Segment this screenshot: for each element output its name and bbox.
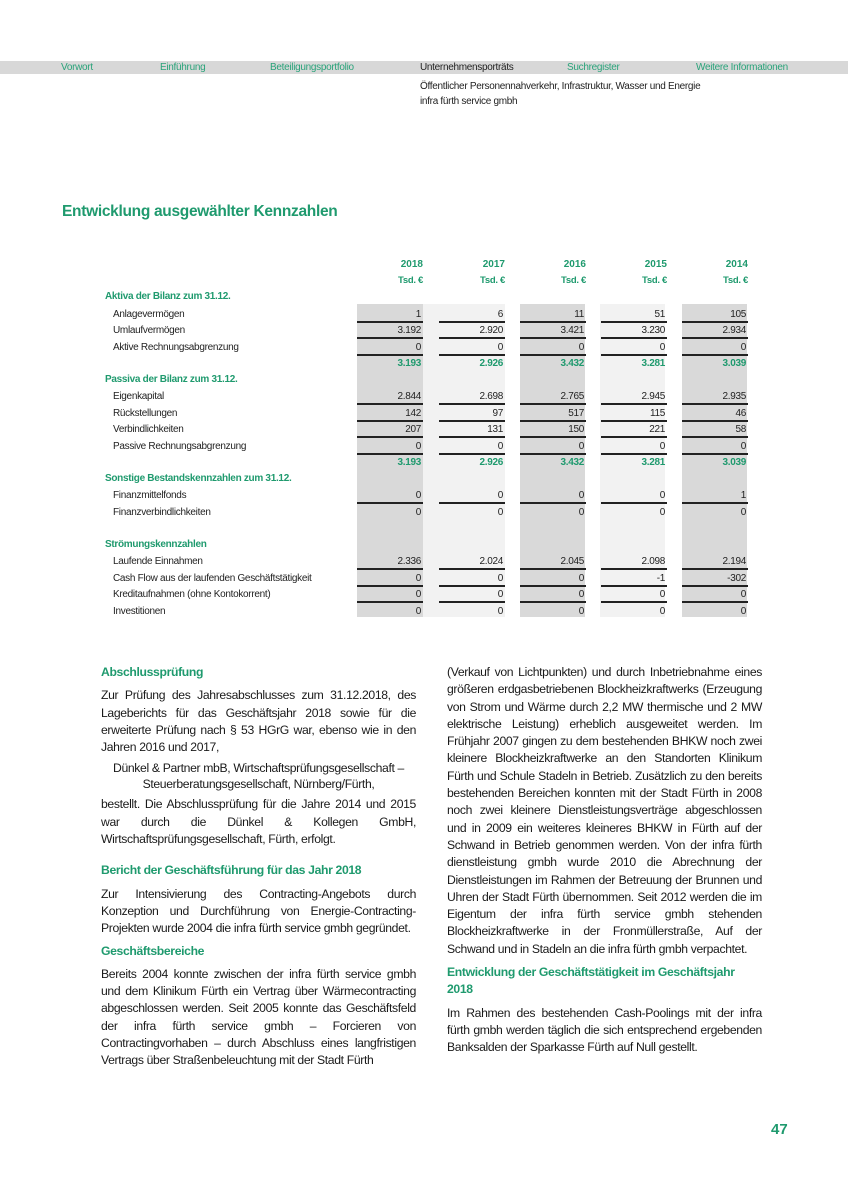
table-total-cell: 3.039 bbox=[722, 457, 746, 468]
table-cell: 0 bbox=[357, 488, 423, 504]
top-navigation-bar bbox=[0, 61, 848, 74]
table-cell: 6 bbox=[439, 307, 505, 323]
row-label: Eigenkapital bbox=[113, 391, 164, 402]
section-heading: Passiva der Bilanz zum 31.12. bbox=[105, 373, 238, 385]
table-total-cell: 3.432 bbox=[560, 358, 584, 369]
table-cell: 517 bbox=[520, 406, 586, 422]
table-cell: 0 bbox=[357, 587, 423, 603]
table-cell: 0 bbox=[520, 340, 586, 356]
year-header: 2015 bbox=[644, 259, 667, 270]
table-total-cell: 3.432 bbox=[560, 457, 584, 468]
table-cell: 0 bbox=[601, 340, 667, 356]
table-cell: 150 bbox=[520, 422, 586, 438]
table-cell: 2.934 bbox=[682, 323, 748, 339]
row-label: Investitionen bbox=[113, 605, 166, 617]
year-header: 2014 bbox=[725, 259, 748, 270]
table-cell: -1 bbox=[601, 571, 667, 587]
table-cell: 11 bbox=[520, 307, 586, 323]
table-cell: 131 bbox=[439, 422, 505, 438]
section-heading: Sonstige Bestandskennzahlen zum 31.12. bbox=[105, 472, 292, 484]
table-cell: 0 bbox=[415, 506, 421, 518]
table-cell: -302 bbox=[682, 571, 748, 587]
table-cell: 2.698 bbox=[439, 389, 505, 405]
table-cell: 207 bbox=[357, 422, 423, 438]
auditor-line-1: Dünkel & Partner mbB, Wirtschaftsprüfungsgesellschaft – bbox=[113, 761, 404, 776]
nav-item-weitere-informationen[interactable]: Weitere Informationen bbox=[696, 62, 788, 73]
table-cell: 0 bbox=[415, 605, 421, 617]
nav-item-vorwort[interactable]: Vorwort bbox=[61, 62, 93, 73]
table-cell: 0 bbox=[578, 506, 584, 518]
audit-heading: Abschlussprüfung bbox=[101, 665, 204, 679]
table-cell: 0 bbox=[439, 587, 505, 603]
row-label: Anlagevermögen bbox=[113, 308, 185, 320]
section-heading: Aktiva der Bilanz zum 31.12. bbox=[105, 291, 231, 302]
table-cell: 2.194 bbox=[682, 554, 748, 570]
unit-header: Tsd. € bbox=[642, 275, 667, 286]
table-cell: 0 bbox=[578, 605, 584, 617]
report-paragraph: Zur Intensivierung des Contracting-Angebots durch Konzeption und Durchführung von Energie-Contracting-Projekten wurde 2004 die infra fürth service gmbh gegründet. bbox=[101, 886, 416, 936]
table-total-cell: 3.193 bbox=[397, 358, 421, 369]
table-cell: 0 bbox=[682, 587, 748, 603]
table-cell: 115 bbox=[601, 406, 667, 422]
table-cell: 0 bbox=[601, 587, 667, 603]
table-cell: 51 bbox=[601, 307, 667, 323]
report-heading: Bericht der Geschäftsführung für das Jahr 2018 bbox=[101, 863, 362, 878]
section-heading: Strömungskennzahlen bbox=[105, 538, 207, 550]
row-label: Finanzverbindlichkeiten bbox=[113, 506, 211, 518]
table-cell: 105 bbox=[682, 307, 748, 323]
page-number: 47 bbox=[771, 1121, 788, 1138]
business-heading: Geschäftsbereiche bbox=[101, 943, 205, 958]
table-cell: 46 bbox=[682, 406, 748, 422]
table-cell: 2.045 bbox=[520, 554, 586, 570]
table-total-cell: 3.281 bbox=[641, 457, 665, 468]
table-cell: 221 bbox=[601, 422, 667, 438]
nav-item-suchregister[interactable]: Suchregister bbox=[567, 62, 620, 73]
row-label: Kreditaufnahmen (ohne Kontokorrent) bbox=[113, 589, 271, 600]
table-cell: 0 bbox=[357, 340, 423, 356]
table-cell: 0 bbox=[659, 605, 665, 617]
table-cell: 0 bbox=[497, 506, 503, 518]
table-cell: 2.844 bbox=[357, 389, 423, 405]
table-cell: 0 bbox=[439, 340, 505, 356]
table-cell: 0 bbox=[439, 488, 505, 504]
unit-header: Tsd. € bbox=[480, 275, 505, 286]
business-paragraph-continued: (Verkauf von Lichtpunkten) und durch Inbetriebnahme eines größeren erdgasbetriebenen Blockheizkraftwerks (Erzeugung von Strom und Wärme durch 2,2 MW thermische und 2 MW elektrische Leistung) erheblich ausgeweitet werden. Im Frühjahr 2007 gingen zu dem bestehenden BHKW noch zwei kleinere Blockheizkraftwerke an den Standorten Klinikum Fürth und Schule Stadeln in Betrieb. Zusätzlich zu den bereits bestehenden Bereichen konnten mit der Stadt Fürth in 2008 noch zwei kleinere Dienstleistungsverträge abgeschlossen und in 2009 ein weiteres kleineres BHKW in Fürth auf der Schwand in Betrieb genommen werden. Von der infra fürth dienstleistung gmbh wurde 2010 die Abrechnung der Dienstleistungen im Rahmen der Betreuung der Brunnen und Uhren der Stadt Fürth übernommen. Seit 2012 werden die im Eigentum der infra fürth service gmbh stehenden Blockheizkraftwerke in der Fronmüllerstraße, Auf der Schwand und in Stadeln an die infra fürth gmbh verpachtet. bbox=[447, 665, 762, 956]
table-cell: 97 bbox=[439, 406, 505, 422]
table-cell: 0 bbox=[520, 488, 586, 504]
table-cell: 2.945 bbox=[601, 389, 667, 405]
business-paragraph: Bereits 2004 konnte zwischen der infra fürth service gmbh und dem Klinikum Fürth ein Vertrag über Wärmecontracting abgeschlossen werden. Seit 2005 konnte das Geschäftsfeld der infra fürth service gmbh – Forcieren von Contractingvorhaben – durch Abschluss eines langfristigen Vertrags über Straßenbeleuchtung mit der Stadt Fürth bbox=[101, 966, 416, 1068]
table-cell: 2.098 bbox=[601, 554, 667, 570]
table-cell: 2.336 bbox=[357, 554, 423, 570]
table-cell: 0 bbox=[601, 439, 667, 455]
table-cell: 0 bbox=[520, 439, 586, 455]
table-cell: 0 bbox=[682, 439, 748, 455]
table-cell: 0 bbox=[520, 587, 586, 603]
table-cell: 0 bbox=[740, 605, 746, 617]
table-total-cell: 3.193 bbox=[397, 457, 421, 468]
table-cell: 2.935 bbox=[682, 389, 748, 405]
year-header: 2017 bbox=[482, 259, 505, 270]
row-label: Passive Rechnungsabgrenzung bbox=[113, 440, 247, 452]
table-cell: 0 bbox=[682, 340, 748, 356]
row-label: Rückstellungen bbox=[113, 407, 178, 419]
table-cell: 2.765 bbox=[520, 389, 586, 405]
row-label: Cash Flow aus der laufenden Geschäftstätigkeit bbox=[113, 572, 312, 584]
table-cell: 0 bbox=[357, 439, 423, 455]
table-cell: 0 bbox=[740, 506, 746, 518]
table-cell: 0 bbox=[439, 439, 505, 455]
table-cell: 3.230 bbox=[601, 323, 667, 339]
row-label: Laufende Einnahmen bbox=[113, 556, 203, 567]
unit-header: Tsd. € bbox=[398, 275, 423, 286]
audit-paragraph-2: bestellt. Die Abschlussprüfung für die Jahre 2014 und 2015 war durch die Dünkel & Kollegen GmbH, Wirtschaftsprüfungsgesellschaft, Fürth, erfolgt. bbox=[101, 797, 416, 847]
row-label: Finanzmittelfonds bbox=[113, 490, 187, 501]
table-cell: 0 bbox=[520, 571, 586, 587]
table-cell: 1 bbox=[357, 307, 423, 323]
table-cell: 142 bbox=[357, 406, 423, 422]
row-label: Aktive Rechnungsabgrenzung bbox=[113, 341, 239, 353]
text-column-left bbox=[101, 664, 416, 1070]
page-title: Entwicklung ausgewählter Kennzahlen bbox=[62, 203, 338, 220]
breadcrumb-company[interactable]: infra fürth service gmbh bbox=[420, 96, 518, 107]
table-cell: 58 bbox=[682, 422, 748, 438]
breadcrumb-category[interactable]: Öffentlicher Personennahverkehr, Infrastruktur, Wasser und Energie bbox=[420, 81, 701, 92]
table-total-cell: 2.926 bbox=[479, 358, 503, 369]
table-cell: 1 bbox=[682, 488, 748, 504]
text-column-right bbox=[447, 664, 762, 1057]
year-header: 2016 bbox=[563, 259, 586, 270]
table-cell: 0 bbox=[659, 506, 665, 518]
nav-item-beteiligungsportfolio[interactable]: Beteiligungsportfolio bbox=[270, 62, 354, 73]
unit-header: Tsd. € bbox=[561, 275, 586, 286]
table-total-cell: 3.039 bbox=[722, 358, 746, 369]
table-cell: 0 bbox=[357, 571, 423, 587]
table-cell: 0 bbox=[439, 571, 505, 587]
table-cell: 3.421 bbox=[520, 323, 586, 339]
audit-paragraph-1: Zur Prüfung des Jahresabschlusses zum 31.12.2018, des Lageberichts für das Geschäftsjahr 2018 sowie für die erweiterte Prüfung nach § 53 HGrG war, ebenso wie in den Jahren 2016 und 2017, bbox=[101, 688, 416, 755]
row-label: Verbindlichkeiten bbox=[113, 424, 184, 435]
table-cell: 2.024 bbox=[439, 554, 505, 570]
table-total-cell: 3.281 bbox=[641, 358, 665, 369]
year-header: 2018 bbox=[400, 259, 423, 270]
unit-header: Tsd. € bbox=[723, 275, 748, 286]
table-cell: 0 bbox=[601, 488, 667, 504]
row-label: Umlaufvermögen bbox=[113, 325, 185, 336]
table-total-cell: 2.926 bbox=[479, 457, 503, 468]
nav-item-unternehmensportraets[interactable]: Unternehmensporträts bbox=[420, 62, 514, 73]
development-paragraph: Im Rahmen des bestehenden Cash-Poolings mit der infra fürth gmbh werden täglich die sich entsprechend ergebenden Banksalden der Sparkasse Fürth auf Null gestellt. bbox=[447, 1005, 762, 1055]
table-cell: 0 bbox=[497, 605, 503, 617]
auditor-line-2: Steuerberatungsgesellschaft, Nürnberg/Fürth, bbox=[142, 777, 375, 792]
table-cell: 3.192 bbox=[357, 323, 423, 339]
table-cell: 2.920 bbox=[439, 323, 505, 339]
nav-item-einfuehrung[interactable]: Einführung bbox=[160, 62, 206, 73]
development-heading: Entwicklung der Geschäftstätigkeit im Geschäftsjahr 2018 bbox=[447, 965, 735, 997]
